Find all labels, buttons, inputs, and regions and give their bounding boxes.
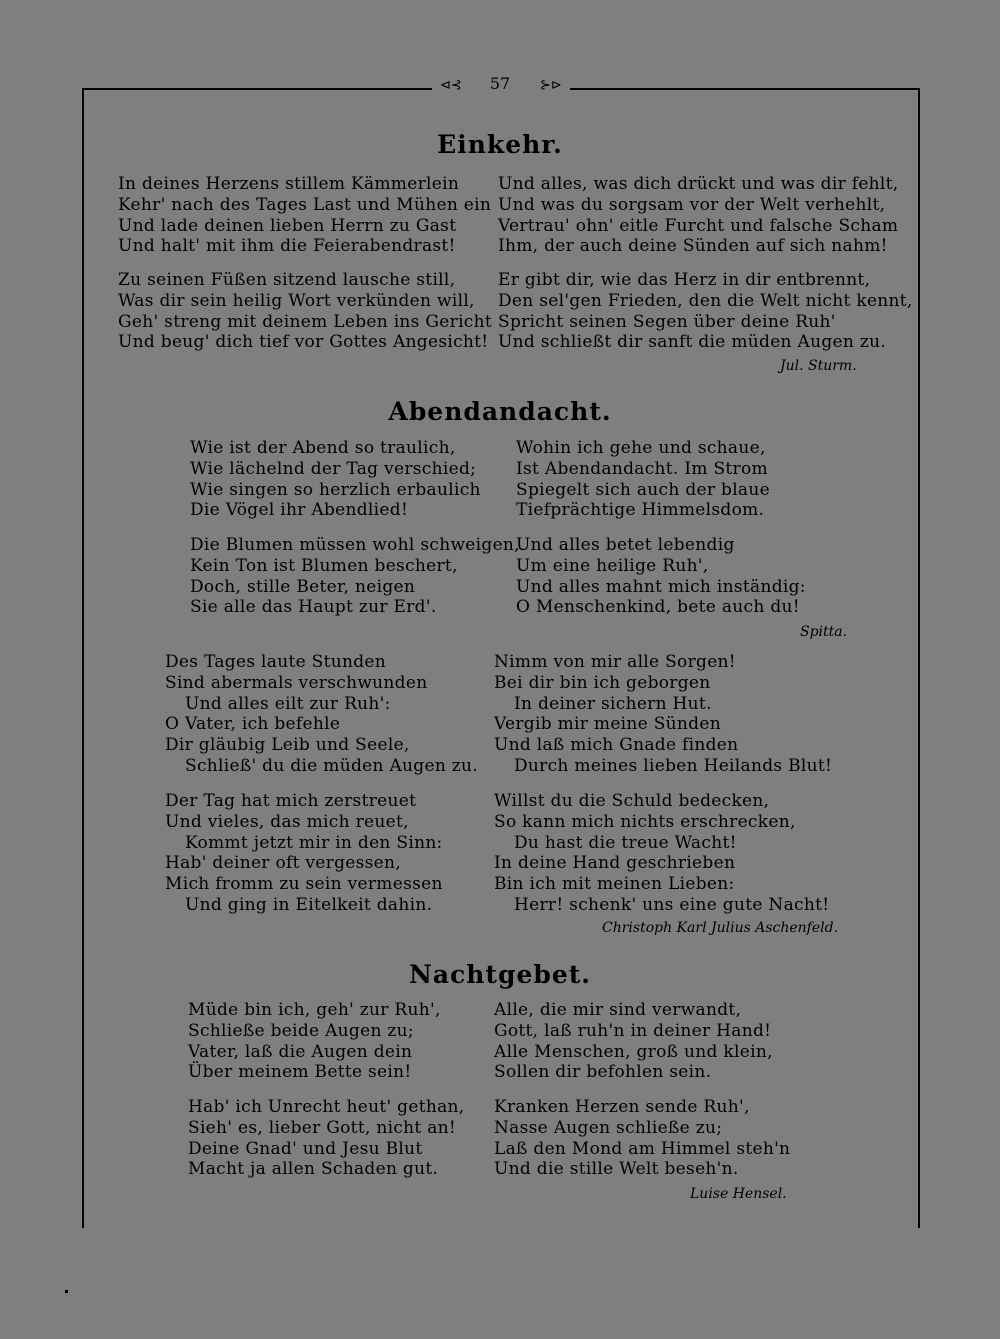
stanza [118, 270, 492, 353]
frame-top-left-rule [82, 88, 432, 90]
poem-author: Christoph Karl Julius Aschenfeld. [602, 920, 839, 936]
verse-line: Gott, laß ruh'n in deiner Hand! [494, 1020, 772, 1041]
verse-line: Und die stille Welt beseh'n. [494, 1159, 739, 1180]
verse-line: Und schließt dir sanft die müden Augen zu. [498, 332, 887, 353]
verse-line: Du hast die treue Wacht! [514, 832, 737, 853]
verse-line: Kehr' nach des Tages Last und Mühen ein [118, 194, 492, 215]
verse-line: Vertrau' ohn' eitle Furcht und falsche Scham [498, 215, 899, 236]
verse-line: Vergib mir meine Sünden [494, 714, 721, 735]
verse-line: Müde bin ich, geh' zur Ruh', [188, 1000, 441, 1020]
verse-line: Was dir sein heilig Wort verkünden will, [118, 290, 475, 311]
verse-line: Alle, die mir sind verwandt, [494, 1000, 742, 1020]
poem-author: Jul. Sturm. [780, 358, 857, 374]
verse-line: Sollen dir befohlen sein. [494, 1062, 712, 1083]
verse-line: Nasse Augen schließe zu; [494, 1117, 723, 1138]
verse-line: Sind abermals verschwunden [165, 672, 428, 693]
verse-line: Den sel'gen Frieden, den die Welt nicht kennt, [498, 290, 913, 311]
verse-line: Laß den Mond am Himmel steh'n [494, 1138, 791, 1159]
verse-line: Sieh' es, lieber Gott, nicht an! [188, 1117, 457, 1138]
verse-line: Wie singen so herzlich erbaulich [190, 479, 481, 500]
verse-line: Kein Ton ist Blumen beschert, [190, 555, 458, 576]
verse-line: Und was du sorgsam vor der Welt verhehlt, [498, 194, 886, 215]
verse-line: Und alles betet lebendig [516, 535, 735, 555]
poem-title: Nachtgebet. [408, 960, 592, 989]
verse-line: Wie ist der Abend so traulich, [190, 438, 456, 458]
stanza [165, 791, 443, 916]
verse-line: Herr! schenk' uns eine gute Nacht! [514, 894, 830, 915]
stanza [516, 438, 770, 521]
verse-line: Und alles eilt zur Ruh': [185, 693, 391, 714]
verse-line: Mich fromm zu sein vermessen [165, 874, 443, 895]
verse-line: Doch, stille Beter, neigen [190, 576, 416, 597]
poem-author: Luise Hensel. [690, 1186, 787, 1202]
verse-line: Durch meines lieben Heilands Blut! [514, 755, 833, 776]
poem-title: Abendandacht. [388, 397, 612, 426]
stanza [498, 270, 913, 353]
verse-line: Und ging in Eitelkeit dahin. [185, 894, 433, 915]
verse-line: Ihm, der auch deine Sünden auf sich nahm! [498, 236, 888, 257]
verse-line: Spiegelt sich auch der blaue [516, 479, 770, 500]
verse-line: Und vieles, das mich reuet, [165, 811, 409, 832]
verse-line: In deines Herzens stillem Kämmerlein [118, 174, 460, 194]
verse-line: Wohin ich gehe und schaue, [516, 438, 766, 458]
verse-line: Tiefprächtige Himmelsdom. [516, 500, 765, 521]
ink-speck [65, 1290, 68, 1293]
page-number: 57 [489, 74, 511, 93]
stanza [190, 438, 481, 521]
verse-line: Vater, laß die Augen dein [188, 1041, 413, 1062]
verse-line: Wie lächelnd der Tag verschied; [190, 458, 477, 479]
stanza [118, 174, 491, 257]
verse-line: Und laß mich Gnade finden [494, 735, 739, 756]
verse-line: O Vater, ich befehle [165, 714, 341, 735]
verse-line: Alle Menschen, groß und klein, [494, 1041, 773, 1062]
verse-line: Und beug' dich tief vor Gottes Angesicht! [118, 332, 489, 353]
verse-line: In deiner sichern Hut. [514, 693, 712, 714]
stanza [498, 174, 899, 257]
verse-line: Geh' streng mit deinem Leben ins Gericht [118, 311, 493, 332]
verse-line: Kommt jetzt mir in den Sinn: [185, 832, 443, 853]
verse-line: Und lade deinen lieben Herrn zu Gast [118, 215, 457, 236]
verse-line: Um eine heilige Ruh', [516, 555, 709, 576]
verse-line: In deine Hand geschrieben [494, 853, 736, 874]
verse-line: Sie alle das Haupt zur Erd'. [190, 597, 437, 618]
verse-line: Und alles, was dich drückt und was dir fehlt, [498, 174, 899, 194]
verse-line: Dir gläubig Leib und Seele, [165, 735, 410, 756]
verse-line: Schließe beide Augen zu; [188, 1020, 414, 1041]
verse-line: Und alles mahnt mich inständig: [516, 576, 806, 597]
verse-line: Kranken Herzen sende Ruh', [494, 1097, 750, 1117]
verse-line: Zu seinen Füßen sitzend lausche still, [118, 270, 456, 290]
verse-line: So kann mich nichts erschrecken, [494, 811, 796, 832]
verse-line: Deine Gnad' und Jesu Blut [188, 1138, 423, 1159]
stanza [188, 1000, 441, 1083]
verse-line: Schließ' du die müden Augen zu. [185, 755, 478, 776]
verse-line: Macht ja allen Schaden gut. [188, 1159, 439, 1180]
stanza [494, 1000, 773, 1083]
frame-top-right-rule [570, 88, 920, 90]
stanza [494, 1097, 790, 1180]
verse-line: Nimm von mir alle Sorgen! [494, 652, 736, 672]
verse-line: Bin ich mit meinen Lieben: [494, 874, 735, 895]
ornament-left: ⊲⊰ [440, 78, 462, 93]
verse-line: Über meinem Bette sein! [188, 1062, 412, 1083]
verse-line: Willst du die Schuld bedecken, [494, 791, 770, 811]
frame-left-rule [82, 88, 84, 1228]
frame-right-rule [918, 88, 920, 1228]
verse-line: Des Tages laute Stunden [165, 652, 387, 672]
stanza [516, 535, 806, 618]
ornament-right: ⊱⊳ [540, 78, 562, 93]
verse-line: Die Blumen müssen wohl schweigen, [190, 535, 520, 555]
verse-line: Ist Abendandacht. Im Strom [516, 458, 768, 479]
stanza [188, 1097, 464, 1180]
poem-title: Einkehr. [437, 130, 563, 159]
verse-line: Hab' ich Unrecht heut' gethan, [188, 1097, 465, 1117]
verse-line: O Menschenkind, bete auch du! [516, 597, 800, 618]
stanza [165, 652, 478, 777]
verse-line: Er gibt dir, wie das Herz in dir entbrennt, [498, 270, 871, 290]
verse-line: Hab' deiner oft vergessen, [165, 853, 401, 874]
verse-line: Und halt' mit ihm die Feierabendrast! [118, 236, 456, 257]
verse-line: Die Vögel ihr Abendlied! [190, 500, 409, 521]
stanza [494, 791, 829, 916]
stanza [190, 535, 520, 618]
stanza [494, 652, 832, 777]
verse-line: Der Tag hat mich zerstreuet [165, 791, 417, 811]
poem-author: Spitta. [800, 624, 848, 640]
verse-line: Bei dir bin ich geborgen [494, 672, 711, 693]
verse-line: Spricht seinen Segen über deine Ruh' [498, 311, 836, 332]
